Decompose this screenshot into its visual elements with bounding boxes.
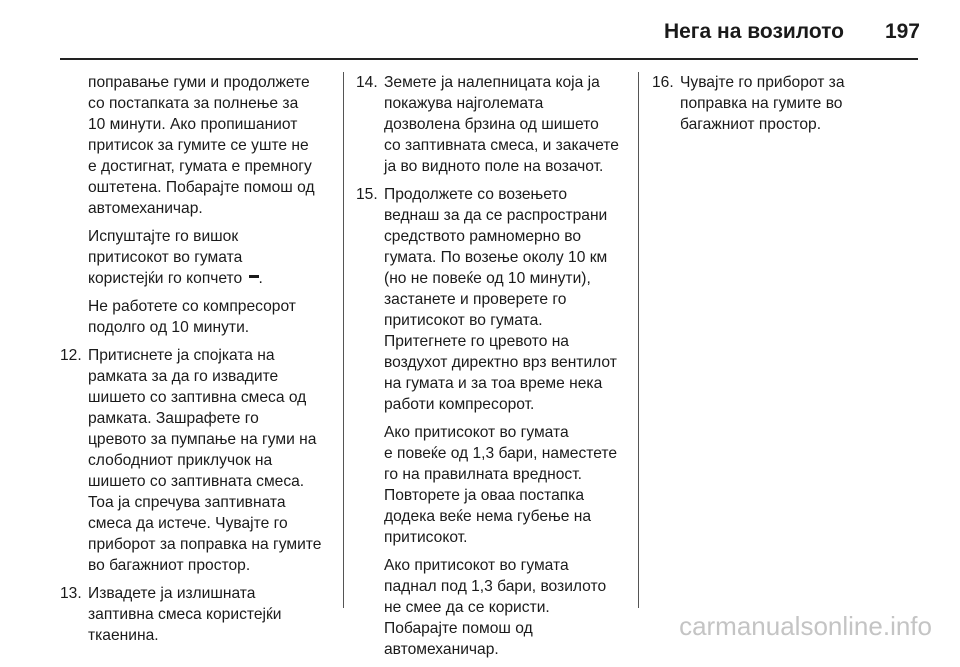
watermark: carmanualsonline.info — [679, 611, 932, 641]
text-line: работи компресорот. — [384, 396, 535, 413]
text-line: притисокот. — [384, 529, 468, 546]
step-number: 16. — [652, 74, 674, 91]
text-line: Тоа ја спречува заптивната — [88, 494, 286, 511]
pressure-ok-paragraph — [356, 422, 630, 548]
text-line: цревото за пумпање на гуми на — [88, 431, 317, 448]
header-rule — [60, 58, 918, 60]
step-12 — [60, 345, 336, 576]
column-divider — [638, 72, 639, 608]
text-line: Повторете ја оваа постапка — [384, 487, 585, 504]
text-line: Испуштајте го вишок — [88, 228, 239, 245]
text-line: приборот за поправка на гумите — [88, 536, 322, 553]
text-line: слободниот приклучок на — [88, 452, 273, 469]
text-line: средството рамномерно во — [384, 228, 582, 245]
text-line: подолго од 10 минути. — [88, 319, 250, 336]
text-line: Побарајте помош од — [384, 620, 533, 637]
page-title: Нега на возилото — [663, 20, 844, 43]
text-line: паднал под 1,3 бари, возилото — [384, 578, 607, 595]
text-line: веднаш за да се распространи — [384, 207, 608, 224]
text-line: Не работете со компресорот — [88, 298, 296, 315]
text-line: на гумата и за тоа време нека — [384, 375, 603, 392]
text-segment: користејќи го копчето — [88, 270, 247, 287]
step-15 — [356, 184, 630, 415]
step-13 — [60, 583, 336, 646]
text-line: смеса да истече. Чувајте го — [88, 515, 288, 532]
text-line: багажниот простор. — [680, 116, 822, 133]
step-14 — [356, 72, 630, 177]
column-1 — [60, 72, 336, 653]
pressure-low-paragraph — [356, 555, 630, 660]
compressor-warning — [60, 296, 336, 338]
text-line: шишето со заптивна смеса од — [88, 389, 307, 406]
text-line: рамката за да го извадите — [88, 368, 279, 385]
text-line: гумата. По возење околу 10 км — [384, 249, 608, 266]
text-line: шишето со заптивната смеса. — [88, 473, 305, 490]
minus-button-icon — [249, 275, 259, 278]
text-line: оштетена. Побарајте помош од — [88, 179, 315, 196]
text-line: автомеханичар. — [384, 641, 499, 658]
column-3 — [652, 72, 922, 142]
step-number: 15. — [356, 186, 378, 203]
text-line: го на правилната вредност. — [384, 466, 582, 483]
text-segment: . — [258, 270, 263, 287]
text-line: ја во видното поле на возачот. — [384, 158, 604, 175]
text-line: Извадете ја излишната — [88, 585, 256, 602]
text-line: во багажниот простор. — [88, 557, 251, 574]
text-line: Чувајте го приборот за — [680, 74, 845, 91]
text-line: притисокот во гумата — [88, 249, 243, 266]
text-line: Ако притисокот во гумата — [384, 424, 569, 441]
text-line: со заптивната смеса, и закачете — [384, 137, 619, 154]
text-line: автомеханичар. — [88, 200, 203, 217]
text-line: воздухот директно врз вентилот — [384, 354, 617, 371]
text-line: со постапката за полнење за — [88, 95, 299, 112]
deflate-paragraph — [60, 226, 336, 289]
text-line: не смее да се користи. — [384, 599, 550, 616]
text-line: поправање гуми и продолжете — [88, 74, 310, 91]
step-16 — [652, 72, 922, 135]
step-number: 12. — [60, 347, 82, 364]
text-line: е достигнат, гумата е премногу — [88, 158, 312, 175]
text-line: дозволена брзина од шишето — [384, 116, 599, 133]
text-line: Ако притисокот во гумата — [384, 557, 569, 574]
text-line: поправка на гумите во — [680, 95, 843, 112]
text-line: 10 минути. Ако пропишаниот — [88, 116, 298, 133]
column-2 — [356, 72, 630, 667]
text-line — [88, 268, 336, 289]
text-line: Продолжете со возењето — [384, 186, 567, 203]
step-number: 13. — [60, 585, 82, 602]
text-line: Земете ја налепницата која ја — [384, 74, 600, 91]
text-line: заптивна смеса користејќи — [88, 606, 282, 623]
continued-paragraph — [60, 72, 336, 219]
text-line: додека веќе нема губење на — [384, 508, 592, 525]
column-divider — [343, 72, 344, 608]
page-number: 197 — [884, 20, 920, 43]
text-line: е повеќе од 1,3 бари, наместете — [384, 445, 618, 462]
page-header — [0, 0, 960, 62]
text-line: Притегнете го цревото на — [384, 333, 569, 350]
text-line: застанете и проверете го — [384, 291, 567, 308]
text-line: Притиснете ја спојката на — [88, 347, 275, 364]
step-number: 14. — [356, 74, 378, 91]
text-line: притисок за гумите се уште не — [88, 137, 309, 154]
text-line: притисокот во гумата. — [384, 312, 543, 329]
text-line: рамката. Зашрафете го — [88, 410, 259, 427]
text-line: (но не повеќе од 10 минути), — [384, 270, 591, 287]
text-line: ткаенина. — [88, 627, 159, 644]
text-line: покажува најголемата — [384, 95, 544, 112]
